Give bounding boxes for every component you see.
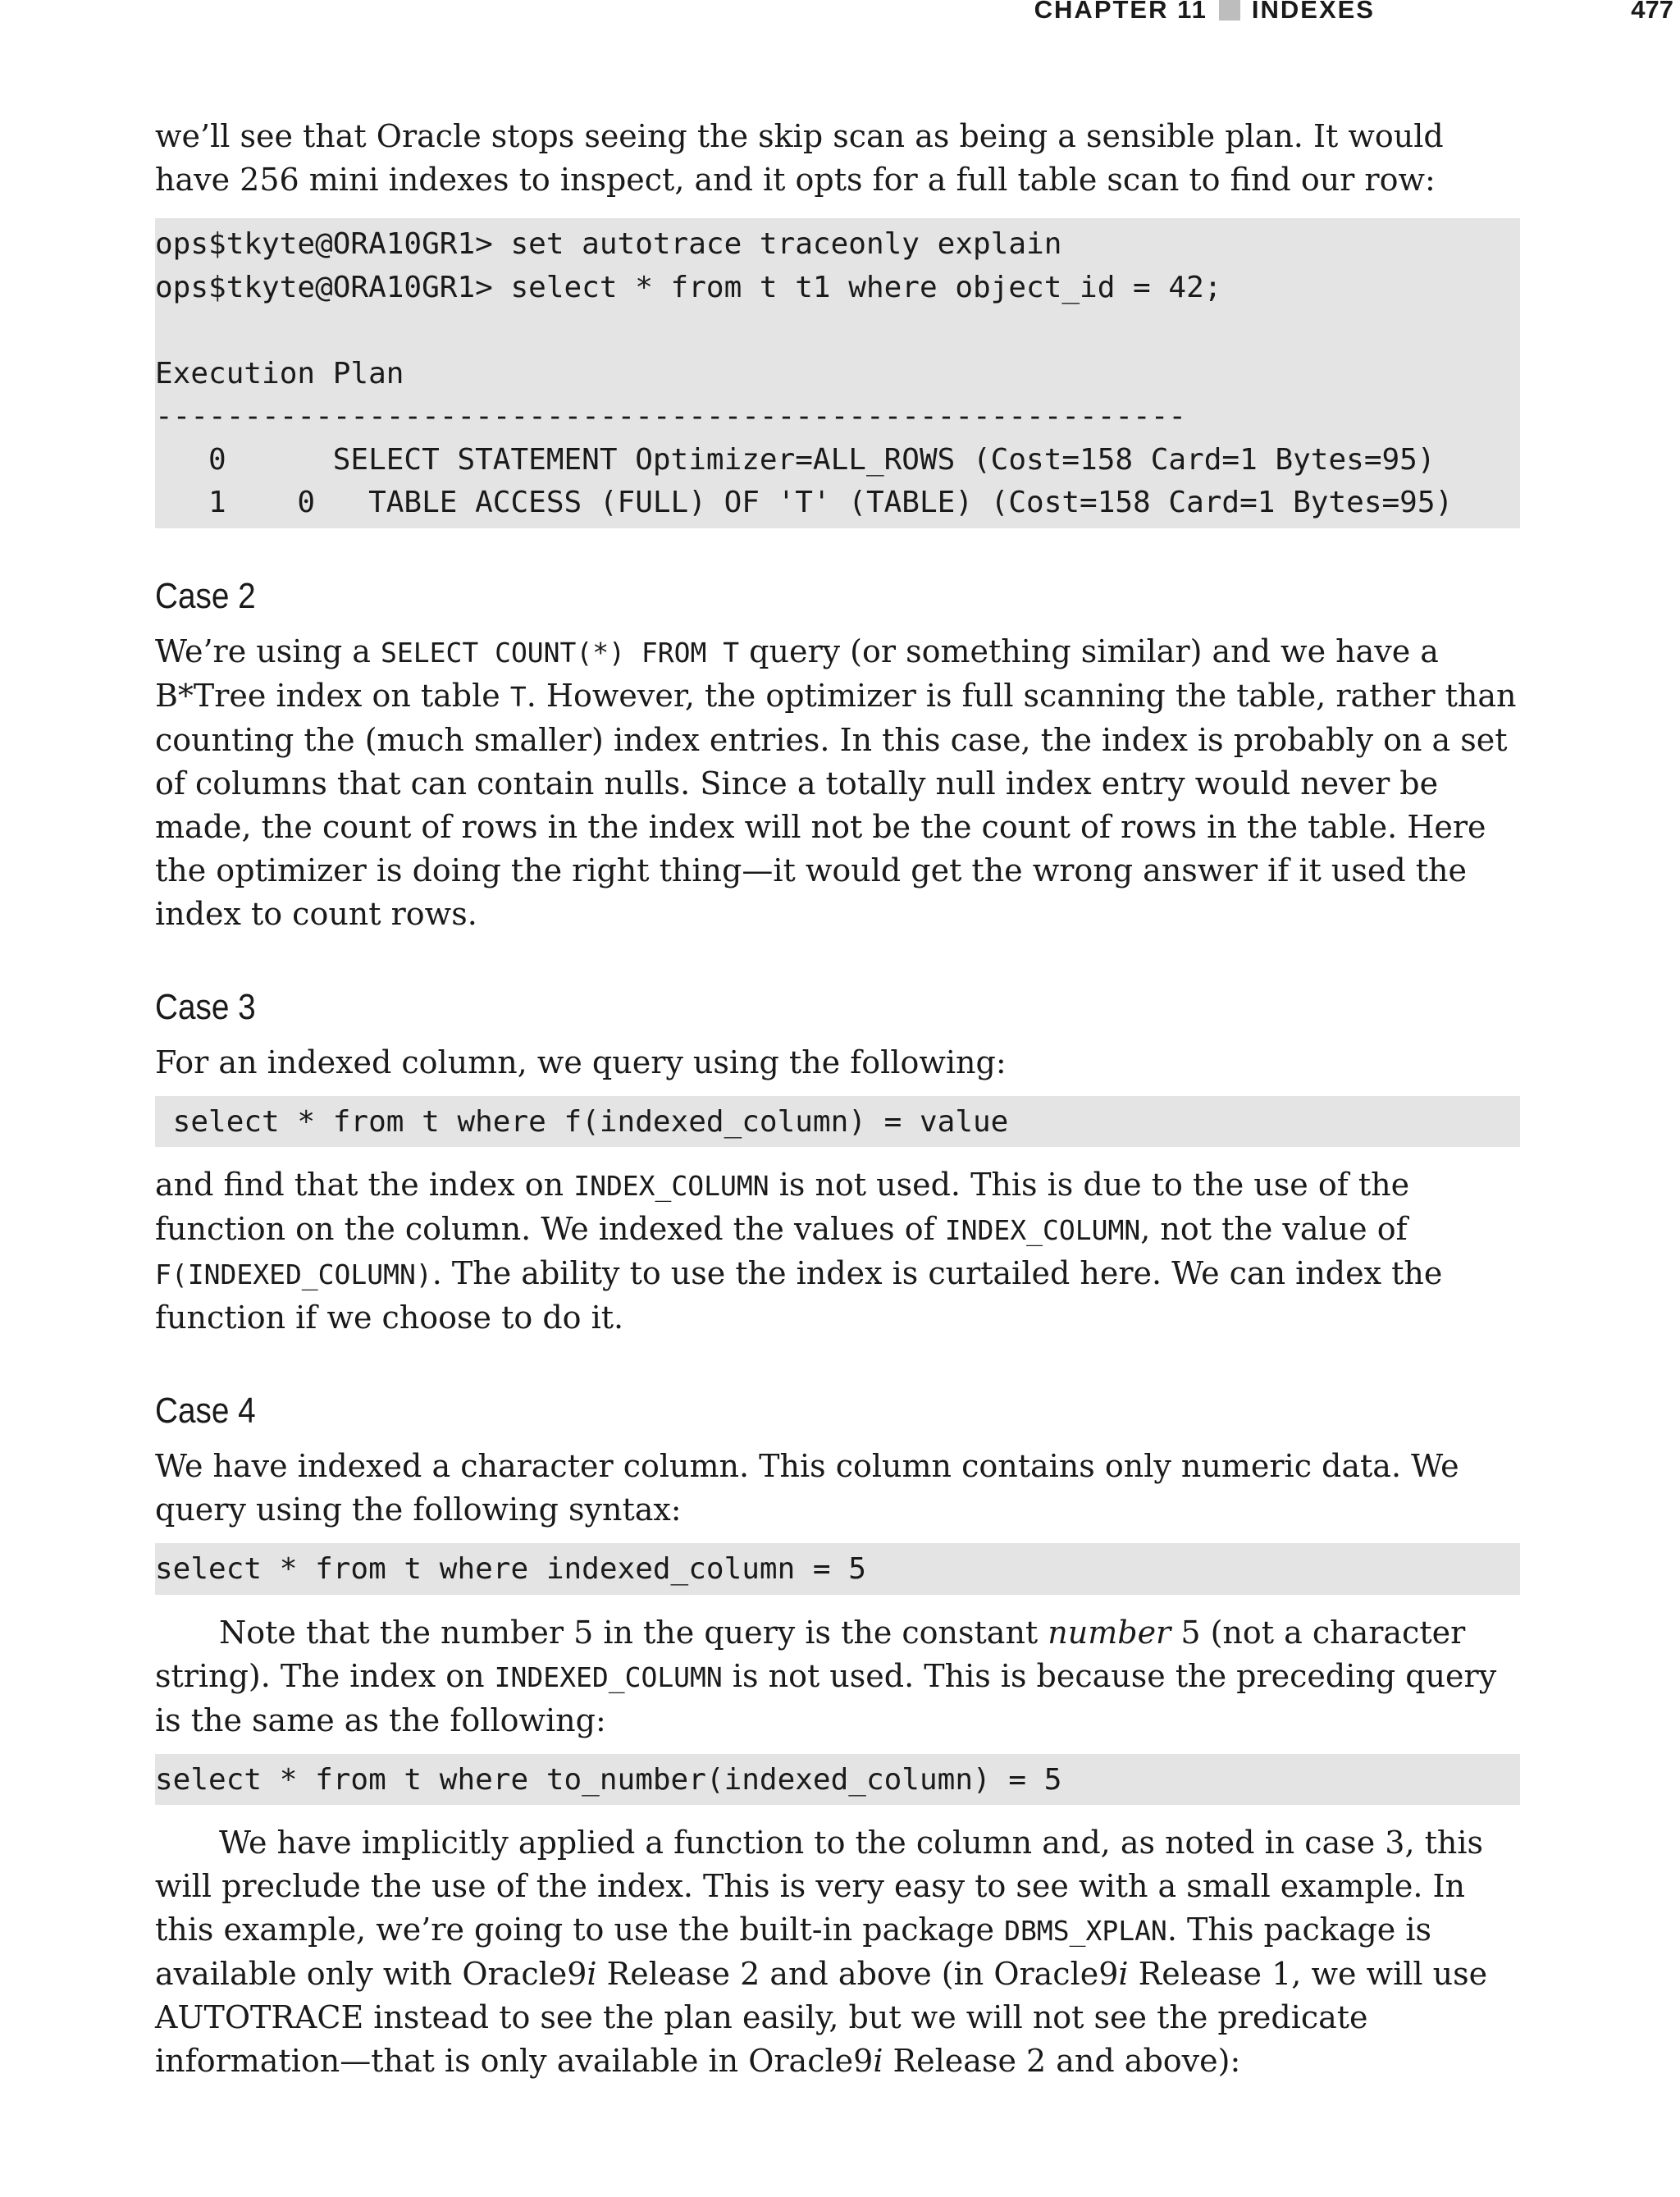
inline-code: INDEXED_COLUMN [494,1660,723,1693]
text-run: , not the value of [1140,1211,1408,1247]
text-run: . The ability to use the index is curtailed here. We can index the function if we choose to do it. [155,1255,1443,1336]
intro-paragraph: we’ll see that Oracle stops seeing the skip scan as being a sensible plan. It would have 256 mini indexes to inspect, and it opts for a full table scan to find our row: [155,118,1444,198]
inline-code: INDEX_COLUMN [944,1214,1141,1246]
running-header [0,0,1680,28]
text-run: query (or something similar) and we have a B*Tree index on table [155,633,1439,714]
page-content [155,115,1520,2083]
emphasis: i [1118,1956,1129,1992]
page-number: 477 [1631,0,1673,24]
case4-paragraph-2 [155,1821,1520,2083]
code-line: Execution Plan [155,356,404,391]
emphasis: i [873,2043,883,2079]
inline-code: DBMS_XPLAN [1004,1915,1167,1947]
header-separator-square [1219,0,1240,21]
text-run: . However, the optimizer is full scanning the table, rather than counting the (much smaller) index entries. In this case, the index is probably on a set of columns that can contain nulls. Since a totally null index entry would never be made, the count of rows in the index will not be the count of rows in the table. Here the optimizer is doing the right thing—it would get the wrong answer if it used the index to count rows. [155,677,1517,932]
code-line: 0 SELECT STATEMENT Optimizer=ALL_ROWS (Cost=158 Card=1 Bytes=95) [155,442,1436,477]
code-line-blank [155,309,1520,353]
text-run: and find that the index on [155,1167,574,1203]
case3-intro: For an indexed column, we query using the following: [155,1044,1007,1080]
chapter-label [1034,0,1375,25]
text-run: 5 (not a character string). The index on [155,1614,1466,1694]
case3-heading: Case 3 [155,986,256,1027]
case2-heading: Case 2 [155,575,256,616]
case4-paragraph-1 [155,1611,1520,1743]
inline-code: T [509,680,527,713]
case4-code-block-1: select * from t where indexed_column = 5 [155,1543,1520,1595]
code-line: ---------------------------------------------------------- [155,400,1187,433]
text-run: Note that the number 5 in the query is the constant [219,1614,1048,1651]
emphasis: number [1048,1614,1171,1651]
text-run: Release 2 and above): [883,2043,1241,2079]
text-run: Release 2 and above (in Oracle9 [596,1956,1119,1992]
text-run: Release 1, we will use AUTOTRACE instead to see the plan easily, but we will not see the predicate information—that is only available in Oracle9 [155,1956,1488,2079]
code-line: ops$tkyte@ORA10GR1> select * from t t1 where object_id = 42; [155,270,1222,304]
chapter-title: INDEXES [1251,0,1375,24]
autotrace-code-block [155,218,1520,528]
case2-paragraph [155,630,1520,936]
case4-intro: We have indexed a character column. This column contains only numeric data. We query using the following syntax: [155,1448,1459,1528]
case3-paragraph [155,1163,1520,1340]
text-run: is not used. This is because the preceding query is the same as the following: [155,1657,1497,1738]
case4-heading: Case 4 [155,1391,256,1431]
emphasis: i [587,1956,597,1992]
text-run: We’re using a [155,633,381,669]
inline-code: INDEX_COLUMN [573,1170,769,1202]
code-line: 1 0 TABLE ACCESS (FULL) OF 'T' (TABLE) (Cost=158 Card=1 Bytes=95) [155,486,1454,519]
chapter-number: CHAPTER 11 [1034,0,1208,24]
inline-code: SELECT COUNT(*) FROM T [381,636,740,669]
case3-code-block: select * from t where f(indexed_column) = value [155,1096,1520,1148]
text-run: . This package is available only with Oracle9 [155,1912,1432,1992]
text-run: We have implicitly applied a function to the column and, as noted in case 3, this will preclude the use of the index. This is very easy to see with a small example. In this example, we’re going to use the built-in package [155,1825,1484,1948]
inline-code: F(INDEXED_COLUMN) [155,1258,432,1290]
code-line: ops$tkyte@ORA10GR1> set autotrace traceonly explain [155,227,1062,261]
text-run: is not used. This is due to the use of the function on the column. We indexed the values of [155,1167,1410,1247]
case4-code-block-2: select * from t where to_number(indexed_column) = 5 [155,1754,1520,1806]
